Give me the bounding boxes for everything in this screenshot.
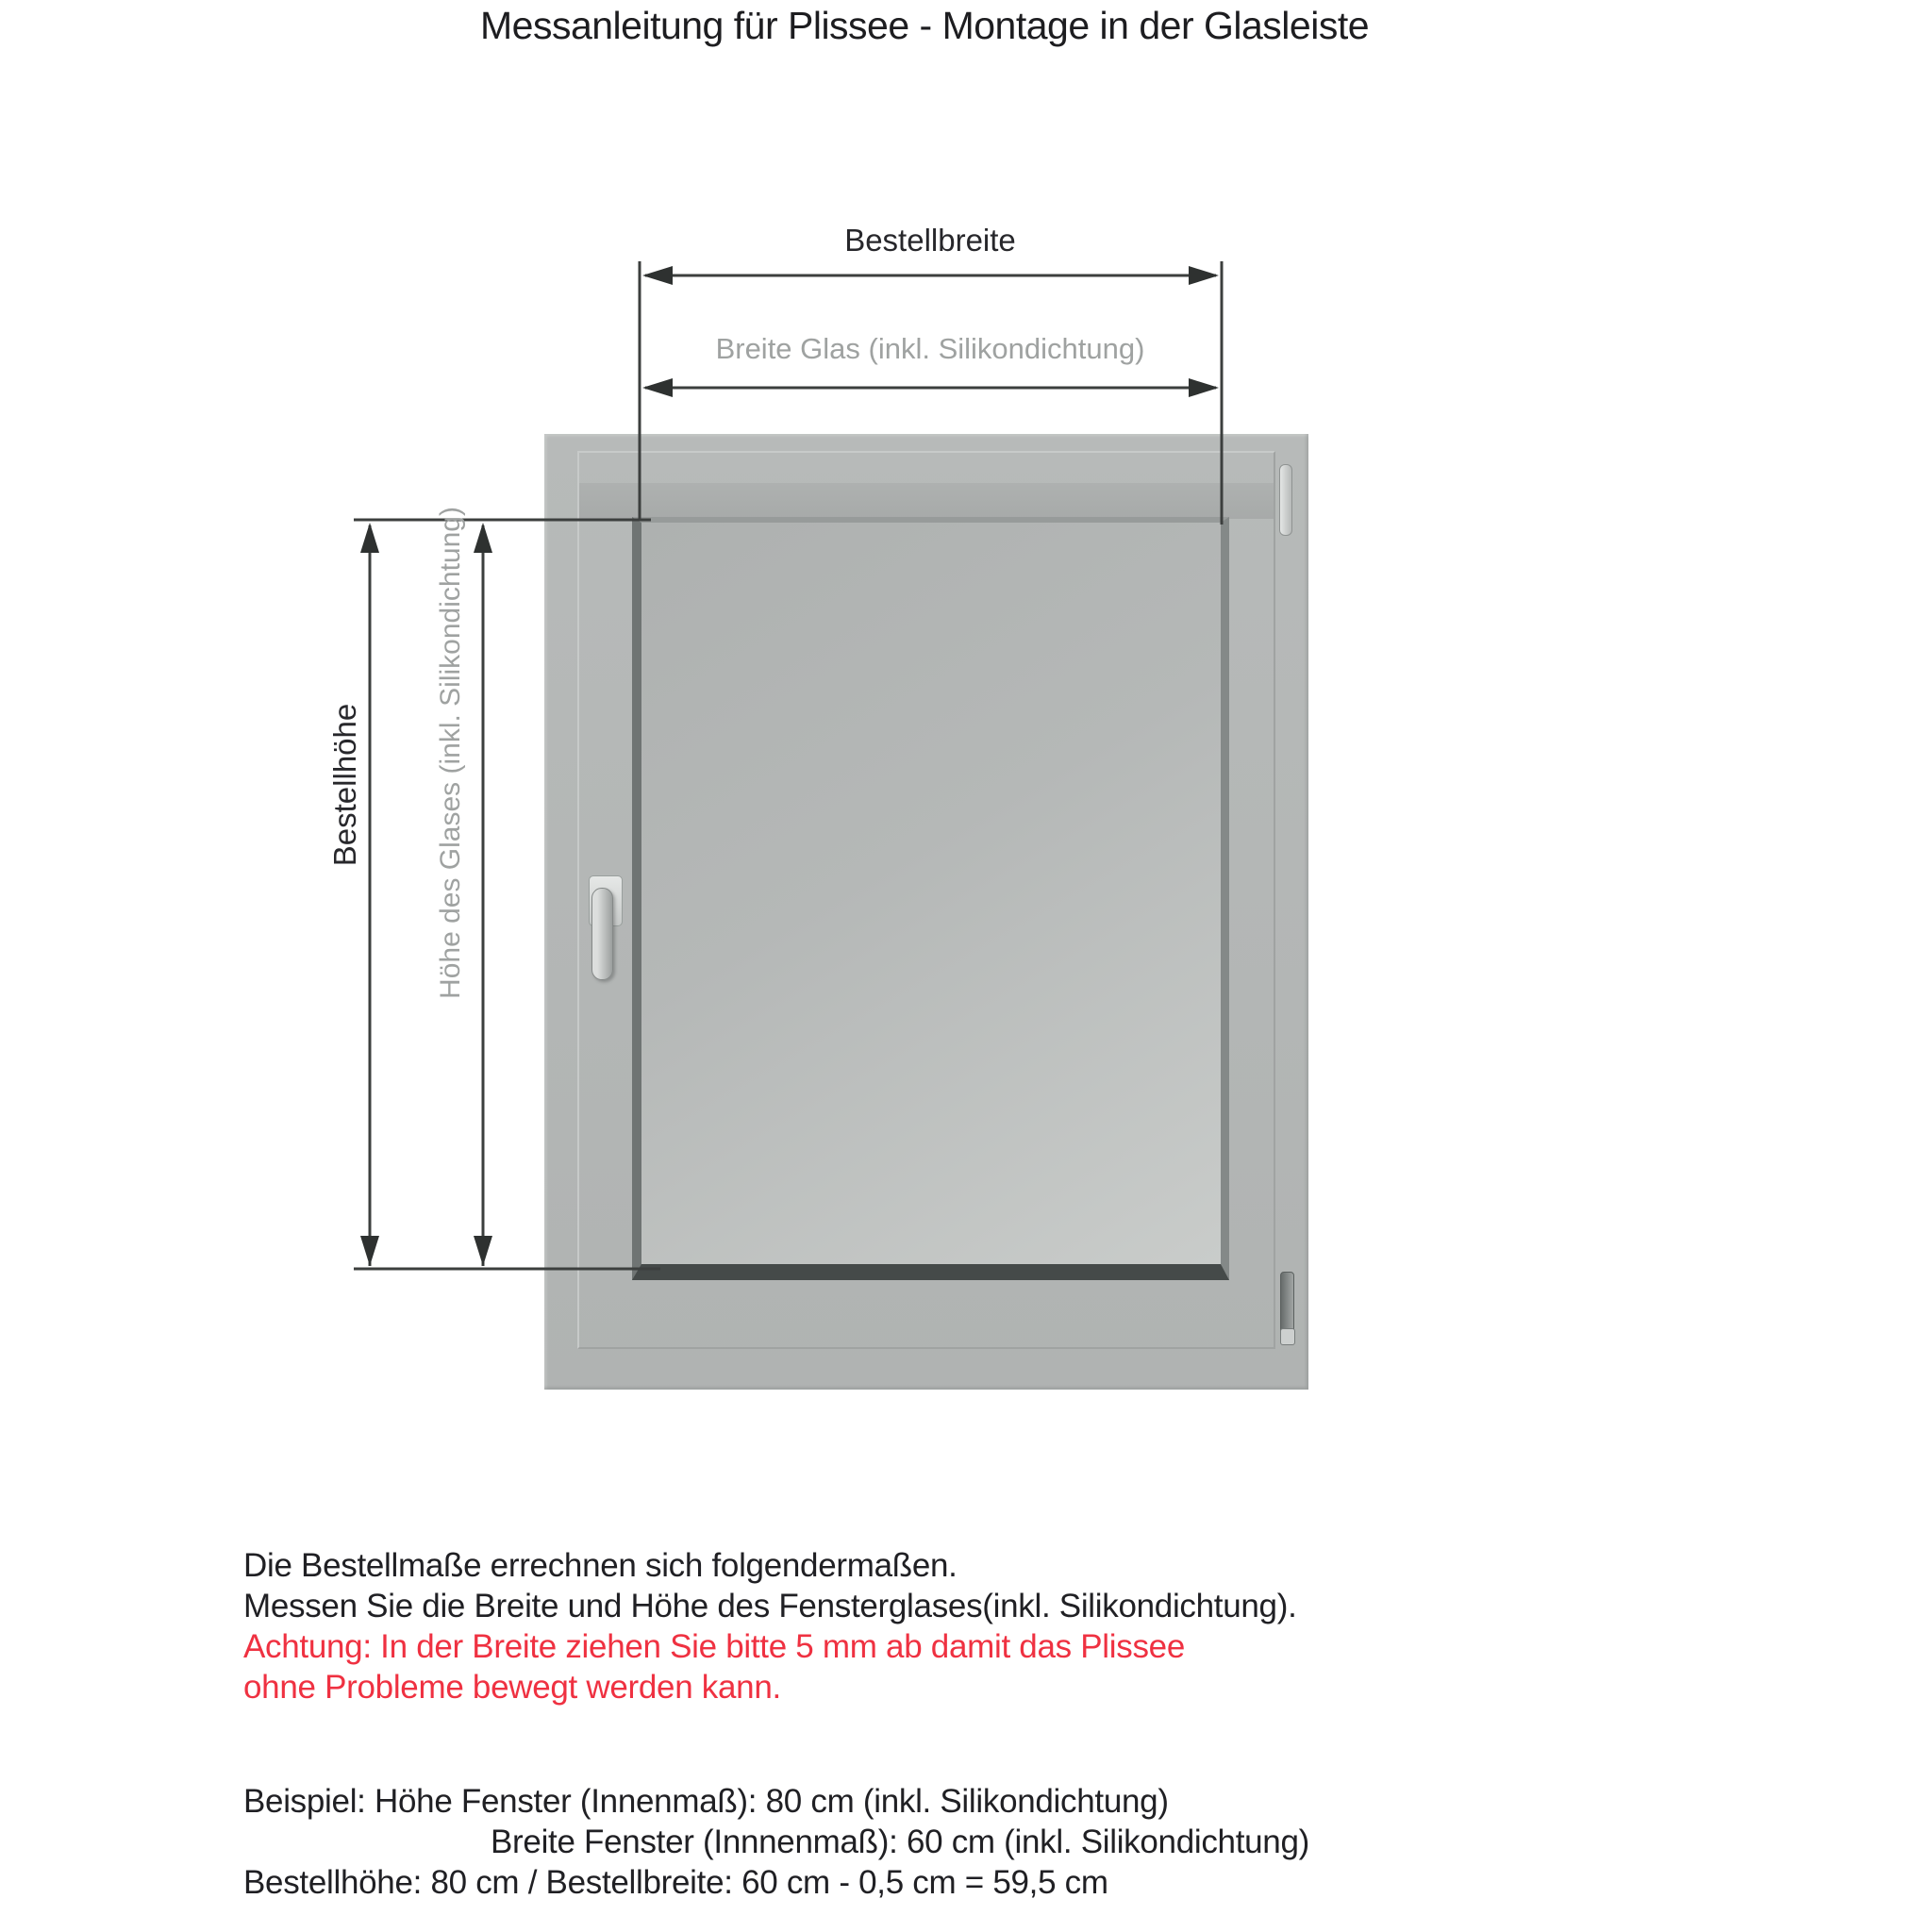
arrowhead	[360, 523, 379, 553]
hinge-top-icon	[1279, 464, 1292, 536]
arrowhead	[642, 266, 673, 285]
instruction-line: Messen Sie die Breite und Höhe des Fensterglases(inkl. Silikondichtung).	[243, 1588, 1297, 1624]
arrowhead	[1189, 378, 1219, 397]
order-height-label: Bestellhöhe	[327, 703, 362, 867]
example-block	[243, 1781, 1309, 1903]
hinge-bottom-knob	[1280, 1328, 1295, 1345]
warning-line: Achtung: In der Breite ziehen Sie bitte 5 mm ab damit das Plissee	[243, 1628, 1185, 1665]
arrowhead	[474, 1236, 492, 1266]
arrowhead	[642, 378, 673, 397]
window-glass	[632, 517, 1229, 1280]
instruction-line: Die Bestellmaße errechnen sich folgendermaßen.	[243, 1547, 958, 1584]
window-handle-icon	[591, 888, 613, 980]
arrowhead	[1189, 266, 1219, 285]
page-title: Messanleitung für Plissee - Montage in der Glasleiste	[479, 4, 1370, 47]
arrowhead	[474, 523, 492, 553]
warning-line: ohne Probleme bewegt werden kann.	[243, 1669, 781, 1706]
hinge-bottom-icon	[1280, 1272, 1294, 1336]
example-line: Bestellhöhe: 80 cm / Bestellbreite: 60 cm - 0,5 cm = 59,5 cm	[243, 1864, 1108, 1901]
glazing-bead-band	[579, 483, 1274, 519]
glass-height-label: Höhe des Glases (inkl. Silikondichtung)	[435, 507, 466, 999]
example-line: Breite Fenster (Innnenmaß): 60 cm (inkl. Silikondichtung)	[491, 1824, 1309, 1860]
order-width-label: Bestellbreite	[844, 223, 1016, 258]
glass-width-label: Breite Glas (inkl. Silikondichtung)	[715, 332, 1145, 365]
example-line: Beispiel: Höhe Fenster (Innenmaß): 80 cm (inkl. Silikondichtung)	[243, 1783, 1169, 1820]
arrowhead	[360, 1236, 379, 1266]
instructions-block	[243, 1545, 1297, 1707]
